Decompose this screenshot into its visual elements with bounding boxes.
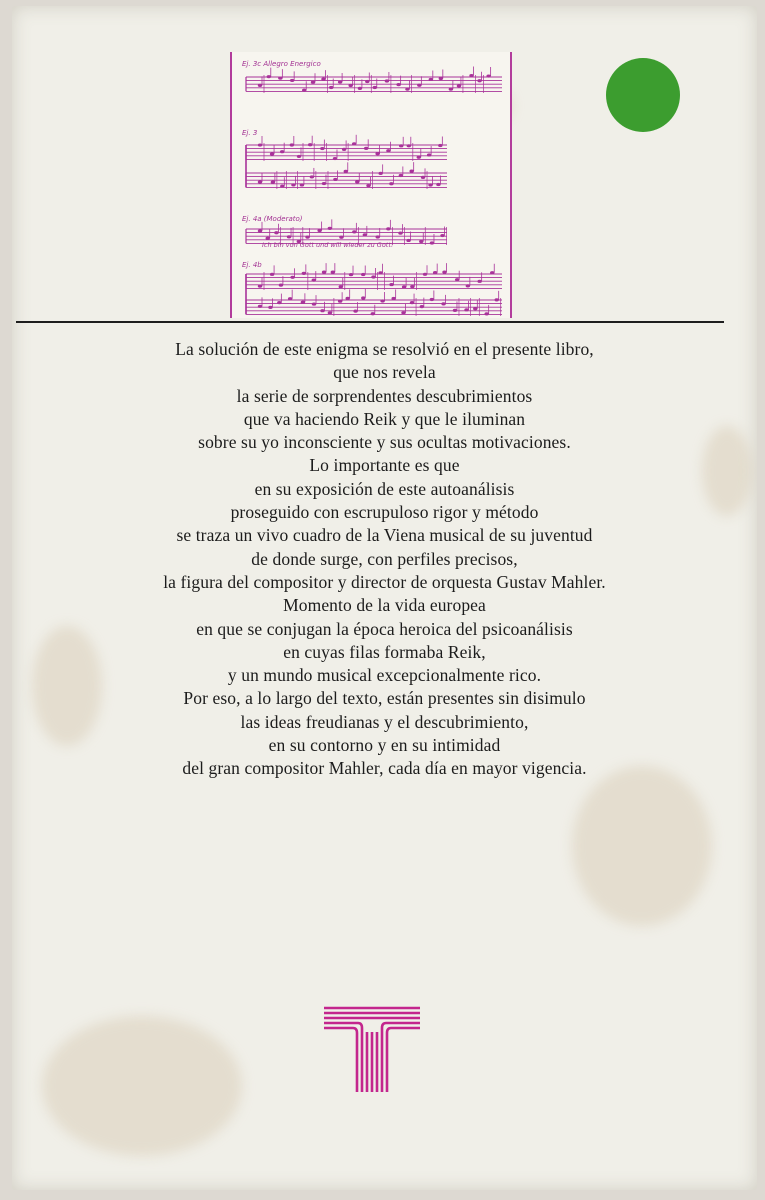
score-label-ex4a: Ej. 4a (Moderato): [242, 215, 303, 223]
note-head: [469, 74, 473, 77]
blurb-line: La solución de este enigma se resolvió en el presente libro,: [175, 339, 594, 359]
note-head: [436, 183, 440, 186]
note-head: [405, 88, 409, 91]
paper-stain: [42, 1016, 242, 1156]
note-head: [477, 79, 481, 82]
note-head: [439, 77, 443, 80]
book-back-cover: [12, 6, 757, 1190]
note-head: [328, 311, 332, 314]
note-head: [258, 305, 262, 308]
note-head: [290, 79, 294, 82]
blurb-line: Por eso, a lo largo del texto, están presentes sin disimulo: [183, 688, 586, 709]
note-head: [385, 79, 389, 82]
note-head: [333, 157, 337, 160]
blurb-line: en su contorno y en su intimidad: [268, 735, 501, 756]
note-head: [266, 237, 270, 240]
publisher-t-logo-icon: [320, 1002, 424, 1094]
note-head: [278, 77, 282, 80]
note-head: [417, 84, 421, 87]
note-head: [399, 174, 403, 177]
note-head: [290, 276, 294, 279]
note-head: [311, 81, 315, 84]
note-head: [328, 227, 332, 230]
blurb-line: Lo importante es que: [309, 455, 460, 476]
note-head: [312, 302, 316, 305]
note-head: [419, 240, 423, 243]
note-head: [258, 285, 262, 288]
blurb-line: la serie de sorprendentes descubrimientos: [236, 385, 533, 406]
note-head: [449, 88, 453, 91]
note-head: [421, 176, 425, 179]
note-head: [407, 144, 411, 147]
blurb-line: que va haciendo Reik y que le iluminan: [243, 408, 526, 429]
score-label-ex3c: Ej. 3c Allegro Energico: [242, 60, 321, 68]
note-head: [279, 284, 283, 287]
note-head: [339, 285, 343, 288]
note-head: [280, 150, 284, 153]
note-head: [490, 271, 494, 274]
note-head: [406, 239, 410, 242]
blurb-line: en su exposición de este autoanálisis: [254, 478, 515, 499]
note-head: [410, 285, 414, 288]
note-head: [402, 285, 406, 288]
blurb-line: se traza un vivo cuadro de la Viena musical de su juventud: [176, 525, 593, 546]
note-head: [430, 241, 434, 244]
score-label-ex4b: Ej. 4b: [242, 261, 262, 269]
note-head: [353, 310, 357, 313]
note-head: [378, 172, 382, 175]
note-head: [301, 301, 305, 304]
note-head: [267, 75, 271, 78]
blurb-line: y un mundo musical excepcionalmente rico.: [227, 665, 542, 686]
blurb-line: proseguido con escrupuloso rigor y método: [230, 502, 539, 523]
note-head: [363, 233, 367, 236]
note-head: [271, 181, 275, 184]
note-head: [344, 170, 348, 173]
music-score-excerpt: [230, 52, 512, 318]
score-lyrics: Ich bin von Gott und will wieder zu Gott!: [262, 241, 394, 249]
note-head: [310, 175, 314, 178]
note-head: [287, 235, 291, 238]
blurb-line: del gran compositor Mahler, cada día en mayor vigencia.: [182, 758, 587, 779]
note-head: [429, 78, 433, 81]
note-head: [302, 89, 306, 92]
note-head: [321, 78, 325, 81]
note-head: [389, 283, 393, 286]
music-staves-drawing: [232, 52, 510, 318]
blurb-line: en que se conjugan la época heroica del psicoanálisis: [196, 618, 573, 639]
note-head: [291, 183, 295, 186]
note-head: [427, 153, 431, 156]
note-head: [258, 84, 262, 87]
note-head: [386, 149, 390, 152]
green-circle-sticker-icon: [606, 58, 680, 132]
note-head: [361, 296, 365, 299]
note-head: [423, 273, 427, 276]
note-head: [348, 84, 352, 87]
note-head: [290, 143, 294, 146]
note-head: [345, 297, 349, 300]
note-head: [352, 230, 356, 233]
note-head: [466, 284, 470, 287]
note-head: [441, 302, 445, 305]
note-head: [399, 144, 403, 147]
note-head: [317, 229, 321, 232]
note-head: [300, 183, 304, 186]
note-head: [258, 229, 262, 232]
note-head: [355, 180, 359, 183]
note-head: [409, 170, 413, 173]
note-head: [473, 307, 477, 310]
note-head: [288, 297, 292, 300]
note-head: [433, 271, 437, 274]
note-head: [386, 227, 390, 230]
note-head: [417, 156, 421, 159]
note-head: [398, 232, 402, 235]
note-head: [442, 271, 446, 274]
score-label-ex3: Ej. 3: [242, 129, 258, 137]
note-head: [364, 147, 368, 150]
note-head: [302, 272, 306, 275]
note-head: [305, 236, 309, 239]
blurb-line: en cuyas filas formaba Reik,: [283, 641, 486, 662]
note-head: [268, 306, 272, 309]
note-head: [396, 83, 400, 86]
note-head: [361, 273, 365, 276]
note-head: [329, 86, 333, 89]
note-head: [365, 80, 369, 83]
note-head: [391, 297, 395, 300]
note-head: [322, 182, 326, 185]
note-head: [371, 275, 375, 278]
note-head: [375, 152, 379, 155]
blurb-line: Momento de la vida europea: [283, 595, 486, 616]
note-head: [258, 180, 262, 183]
note-head: [320, 309, 324, 312]
note-head: [338, 300, 342, 303]
note-head: [322, 271, 326, 274]
note-head: [438, 144, 442, 147]
note-head: [308, 143, 312, 146]
note-head: [274, 231, 278, 234]
note-head: [378, 271, 382, 274]
note-head: [258, 143, 262, 146]
blurb-line: de donde surge, con perfiles precisos,: [251, 548, 518, 569]
note-head: [389, 182, 393, 185]
note-head: [371, 312, 375, 315]
blurb-line: la figura del compositor y director de orquesta Gustav Mahler.: [163, 571, 606, 592]
blurb-text: [52, 338, 717, 781]
note-head: [455, 278, 459, 281]
note-head: [358, 87, 362, 90]
note-head: [366, 184, 370, 187]
note-head: [380, 299, 384, 302]
note-head: [297, 155, 301, 158]
note-head: [430, 298, 434, 301]
paper-stain: [572, 766, 712, 926]
note-head: [410, 301, 414, 304]
note-head: [486, 74, 490, 77]
note-head: [484, 312, 488, 315]
horizontal-divider: [16, 321, 724, 323]
note-head: [376, 235, 380, 238]
note-head: [339, 236, 343, 239]
note-head: [342, 148, 346, 151]
note-head: [320, 147, 324, 150]
note-head: [270, 152, 274, 155]
note-head: [457, 84, 461, 87]
note-head: [453, 309, 457, 312]
note-head: [352, 142, 356, 145]
blurb-line: sobre su yo inconsciente y sus ocultas motivaciones.: [198, 432, 571, 453]
note-head: [401, 311, 405, 314]
note-head: [331, 271, 335, 274]
note-head: [494, 298, 498, 301]
note-head: [333, 178, 337, 181]
note-head: [277, 301, 281, 304]
note-head: [428, 183, 432, 186]
blurb-line: las ideas freudianas y el descubrimiento,: [240, 711, 529, 732]
note-head: [312, 279, 316, 282]
note-head: [270, 273, 274, 276]
note-head: [349, 273, 353, 276]
note-head: [477, 280, 481, 283]
note-head: [420, 305, 424, 308]
blurb-line: que nos revela: [333, 362, 436, 383]
note-head: [440, 234, 444, 237]
note-head: [338, 80, 342, 83]
note-head: [464, 308, 468, 311]
note-head: [280, 185, 284, 188]
note-head: [373, 86, 377, 89]
